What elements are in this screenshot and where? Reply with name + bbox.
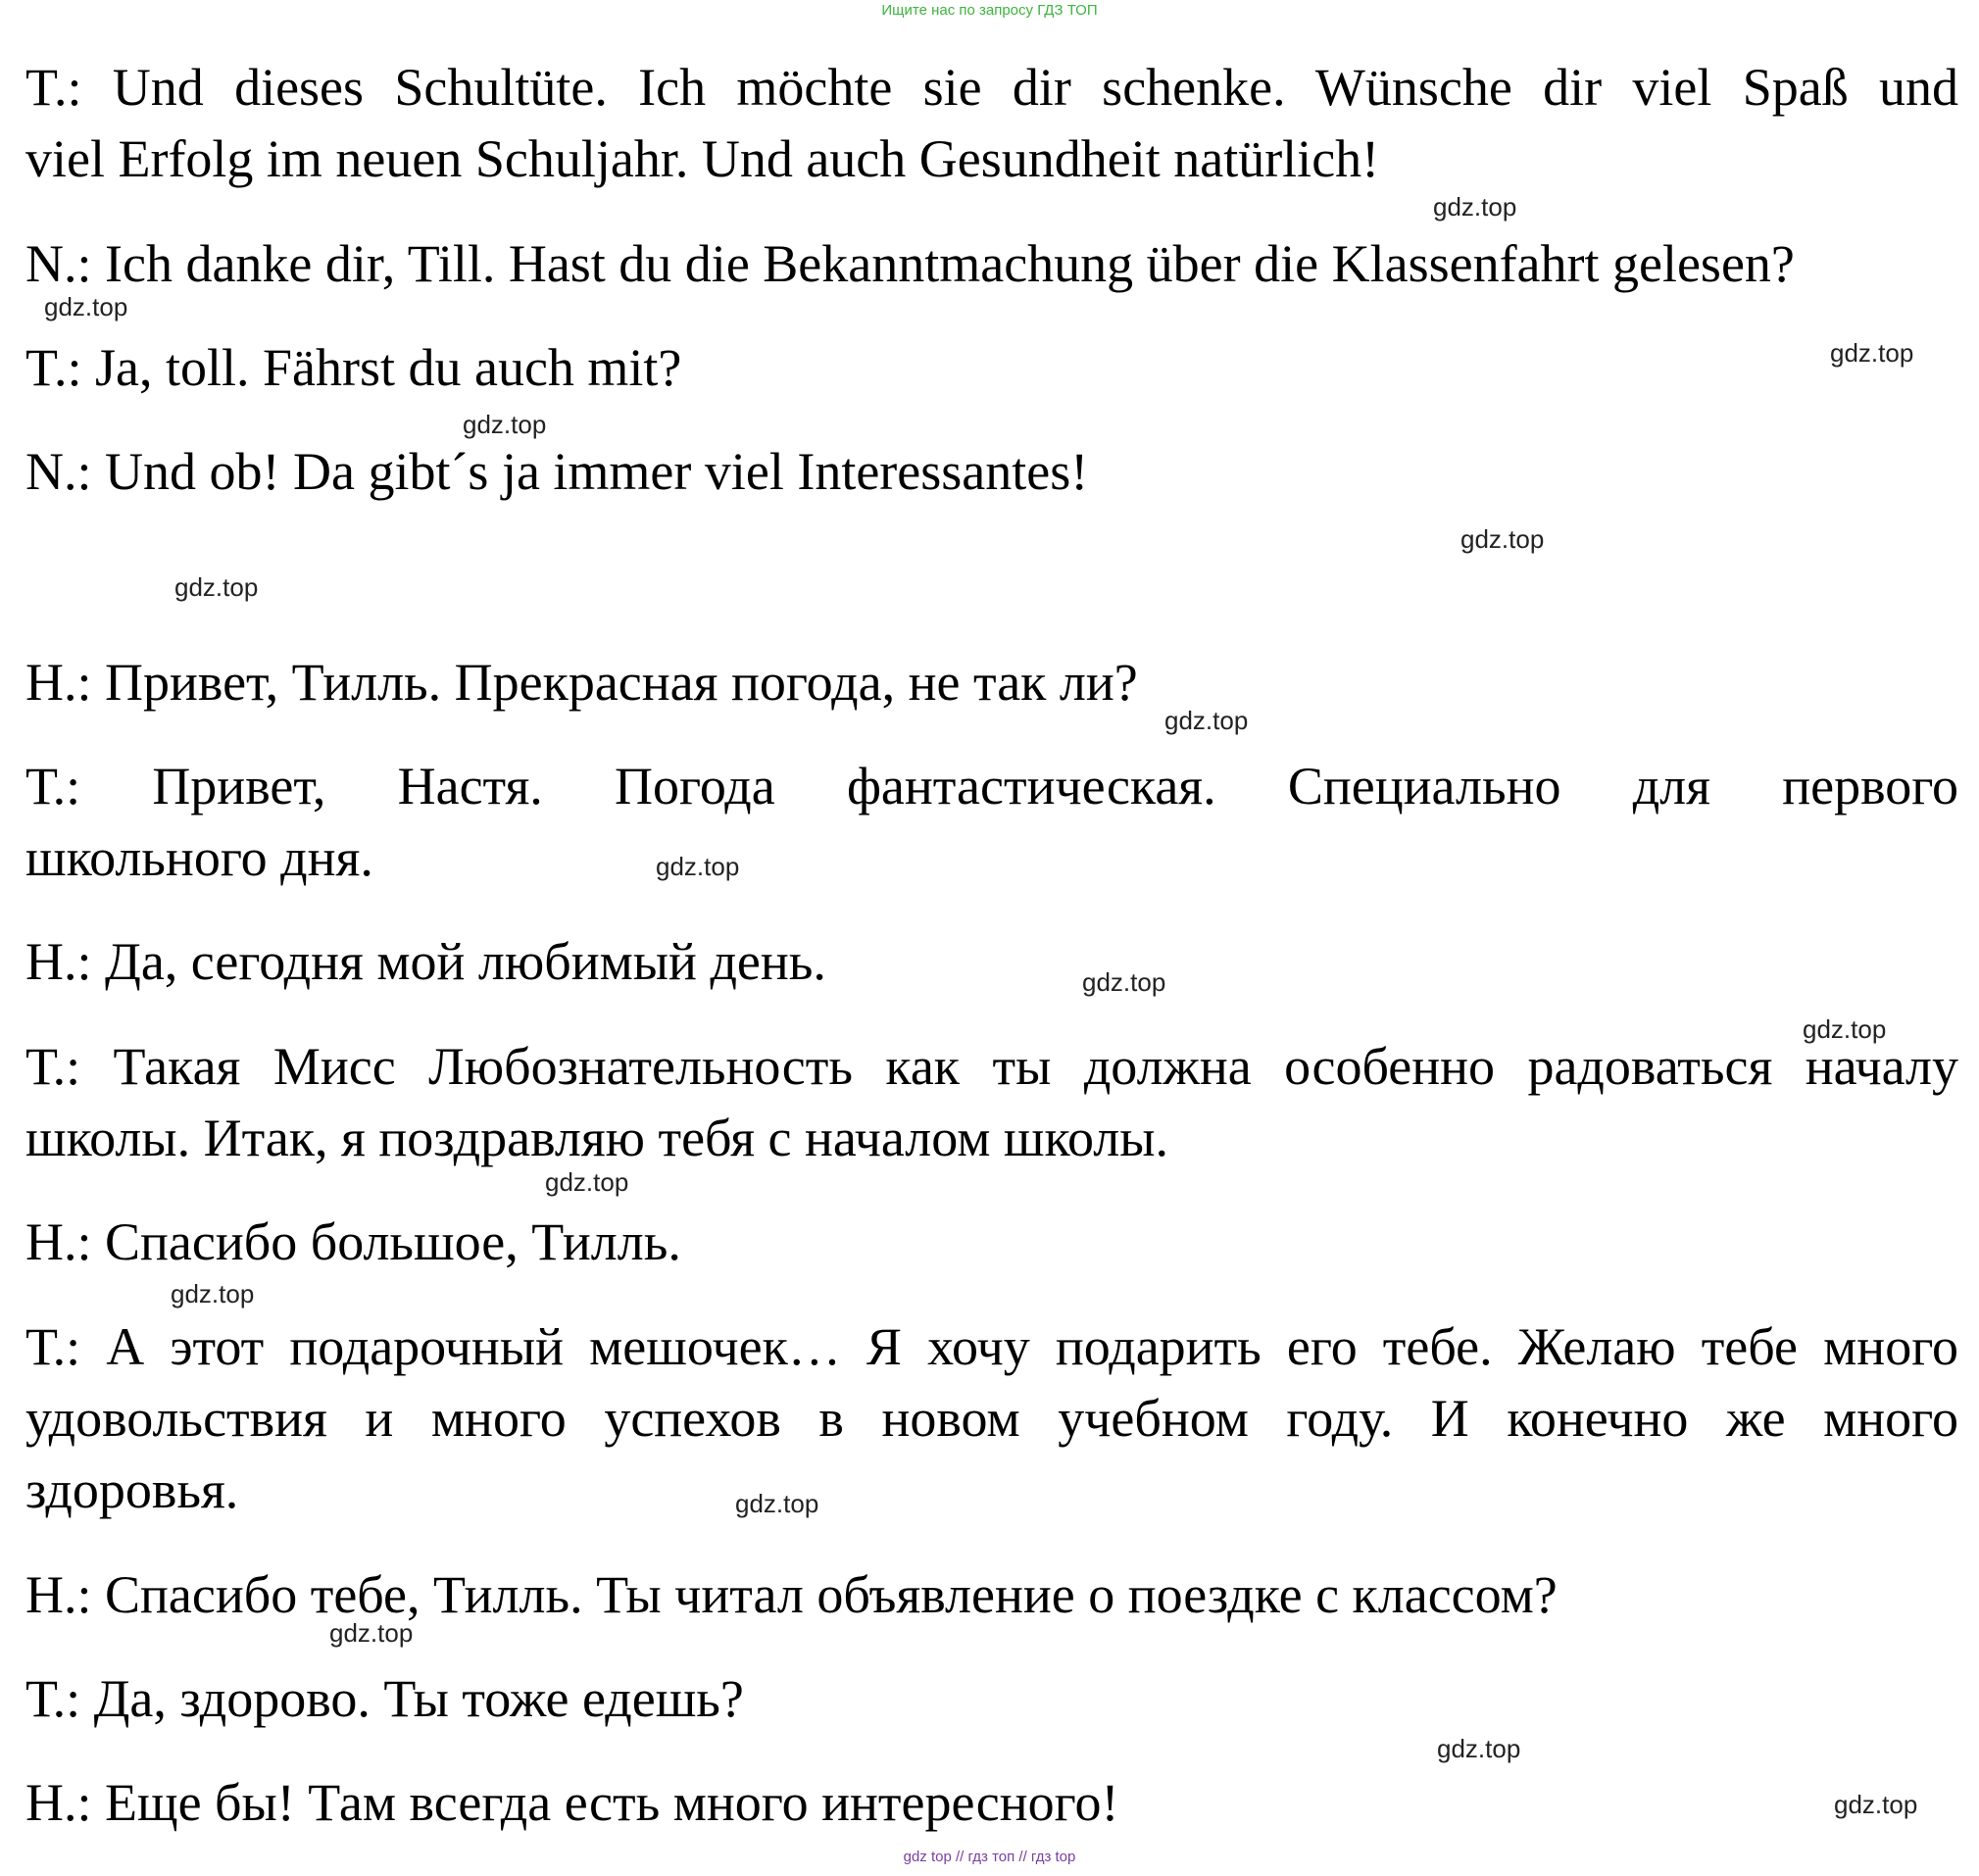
watermark: gdz.top (545, 1167, 629, 1197)
watermark: gdz.top (1834, 1790, 1918, 1819)
dialogue-line: Т.: А этот подарочный мешочек… Я хочу подарить его тебе. Желаю тебе много (25, 1317, 1958, 1376)
dialogue-line: Н.: Спасибо тебе, Тилль. Ты читал объявление о поездке с классом? (25, 1565, 1558, 1624)
dialogue-line: удовольствия и много успехов в новом учебном году. И конечно же много (25, 1389, 1958, 1448)
dialogue-line: Н.: Спасибо большое, Тилль. (25, 1212, 681, 1271)
watermark: gdz.top (1830, 338, 1914, 368)
dialogue-line: школы. Итак, я поздравляю тебя с началом школы. (25, 1109, 1168, 1167)
dialogue-line: N.: Und ob! Da gibt´s ja immer viel Interessantes! (25, 442, 1089, 501)
watermark: gdz.top (174, 572, 259, 602)
dialogue-line: viel Erfolg im neuen Schuljahr. Und auch Gesundheit natürlich! (25, 129, 1380, 188)
watermark: gdz.top (44, 292, 128, 321)
dialogue-line: T.: Ja, toll. Fährst du auch mit? (25, 338, 682, 397)
dialogue-line: T.: Und dieses Schultüte. Ich möchte sie dir schenke. Wünsche dir viel Spaß und (25, 58, 1958, 117)
dialogue-line: Н.: Привет, Тилль. Прекрасная погода, не так ли? (25, 653, 1138, 712)
dialogue-line: Н.: Еще бы! Там всегда есть много интересного! (25, 1773, 1119, 1832)
watermark: gdz.top (1460, 524, 1545, 554)
watermark: gdz.top (735, 1489, 819, 1518)
dialogue-line: Т.: Такая Мисс Любознательность как ты должна особенно радоваться началу (25, 1037, 1958, 1096)
dialogue-line: Т.: Да, здорово. Ты тоже едешь? (25, 1669, 744, 1728)
watermark: gdz.top (1433, 192, 1517, 222)
dialogue-line: Т.: Привет, Настя. Погода фантастическая. Специально для первого (25, 757, 1958, 815)
watermark: gdz.top (329, 1618, 414, 1648)
dialogue-line: здоровья. (25, 1460, 239, 1519)
watermark: gdz.top (1437, 1734, 1521, 1763)
watermark: gdz.top (656, 852, 740, 881)
top-banner: Ищите нас по запросу ГДЗ ТОП (881, 2, 1098, 19)
dialogue-line: школьного дня. (25, 828, 373, 887)
dialogue-line: Н.: Да, сегодня мой любимый день. (25, 932, 826, 991)
watermark: gdz.top (1082, 967, 1166, 997)
dialogue-line: N.: Ich danke dir, Till. Hast du die Bekanntmachung über die Klassenfahrt gelesen? (25, 234, 1795, 293)
footer-links: gdz top // гдз топ // гдз top (903, 1849, 1076, 1865)
watermark: gdz.top (1803, 1014, 1887, 1044)
watermark: gdz.top (463, 410, 547, 439)
watermark: gdz.top (171, 1279, 255, 1308)
watermark: gdz.top (1164, 706, 1249, 735)
